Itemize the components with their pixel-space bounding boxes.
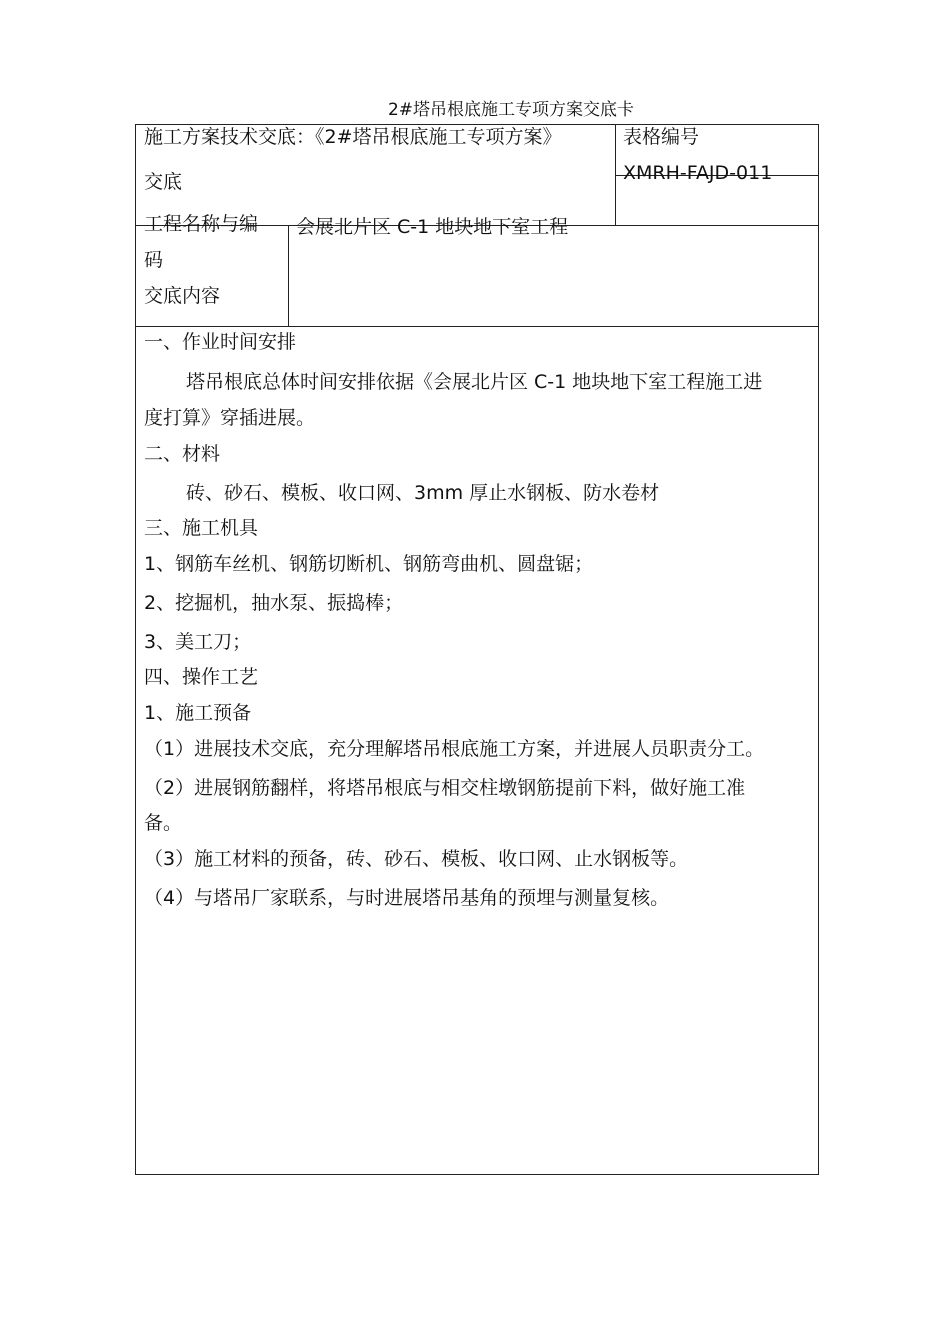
form-number-value: XMRH-FAJD-011 <box>623 162 773 184</box>
section-4-item-1: （1）进展技术交底，充分理解塔吊根底施工方案，并进展人员职责分工。 <box>144 738 765 760</box>
project-label-line2: 码 <box>144 249 164 271</box>
section-1-paragraph-line2: 度打算》穿插进展。 <box>144 407 316 429</box>
content-label: 交底内容 <box>144 285 221 307</box>
section-2-heading: 二、材料 <box>144 443 221 465</box>
project-label-line1: 工程名称与编 <box>144 213 259 235</box>
section-3-item-2: 2、挖掘机，抽水泵、振捣棒； <box>144 592 404 614</box>
section-4-heading: 四、操作工艺 <box>144 666 259 688</box>
label-column-divider <box>288 225 289 327</box>
section-1-heading: 一、作业时间安排 <box>144 331 297 353</box>
section-3-item-1: 1、钢筋车丝机、钢筋切断机、钢筋弯曲机、圆盘锯； <box>144 553 594 575</box>
form-number-column-divider <box>615 124 616 226</box>
section-3-heading: 三、施工机具 <box>144 517 259 539</box>
form-number-label: 表格编号 <box>623 126 700 148</box>
plan-label-continued: 交底 <box>144 171 183 193</box>
section-3-item-3: 3、美工刀； <box>144 631 252 653</box>
section-4-item-3: （3）施工材料的预备，砖、砂石、模板、收口网、止水钢板等。 <box>144 848 689 870</box>
document-title: 2#塔吊根底施工专项方案交底卡 <box>387 100 635 120</box>
body-divider <box>135 326 819 327</box>
section-1-paragraph-line1: 塔吊根底总体时间安排依据《会展北片区 C-1 地块地下室工程施工进 <box>186 371 763 393</box>
plan-label: 施工方案技术交底：《2#塔吊根底施工专项方案》 <box>144 126 562 148</box>
section-4-item-2-line2: 备。 <box>144 812 183 834</box>
project-value: 会展北片区 C-1 地块地下室工程 <box>296 216 569 238</box>
section-2-paragraph: 砖、砂石、模板、收口网、3mm 厚止水钢板、防水卷材 <box>186 482 660 504</box>
section-4-subheading: 1、施工预备 <box>144 702 252 724</box>
section-4-item-2-line1: （2）进展钢筋翻样，将塔吊根底与相交柱墩钢筋提前下料，做好施工准 <box>144 777 746 799</box>
section-4-item-4: （4）与塔吊厂家联系，与时进展塔吊基角的预埋与测量复核。 <box>144 887 670 909</box>
